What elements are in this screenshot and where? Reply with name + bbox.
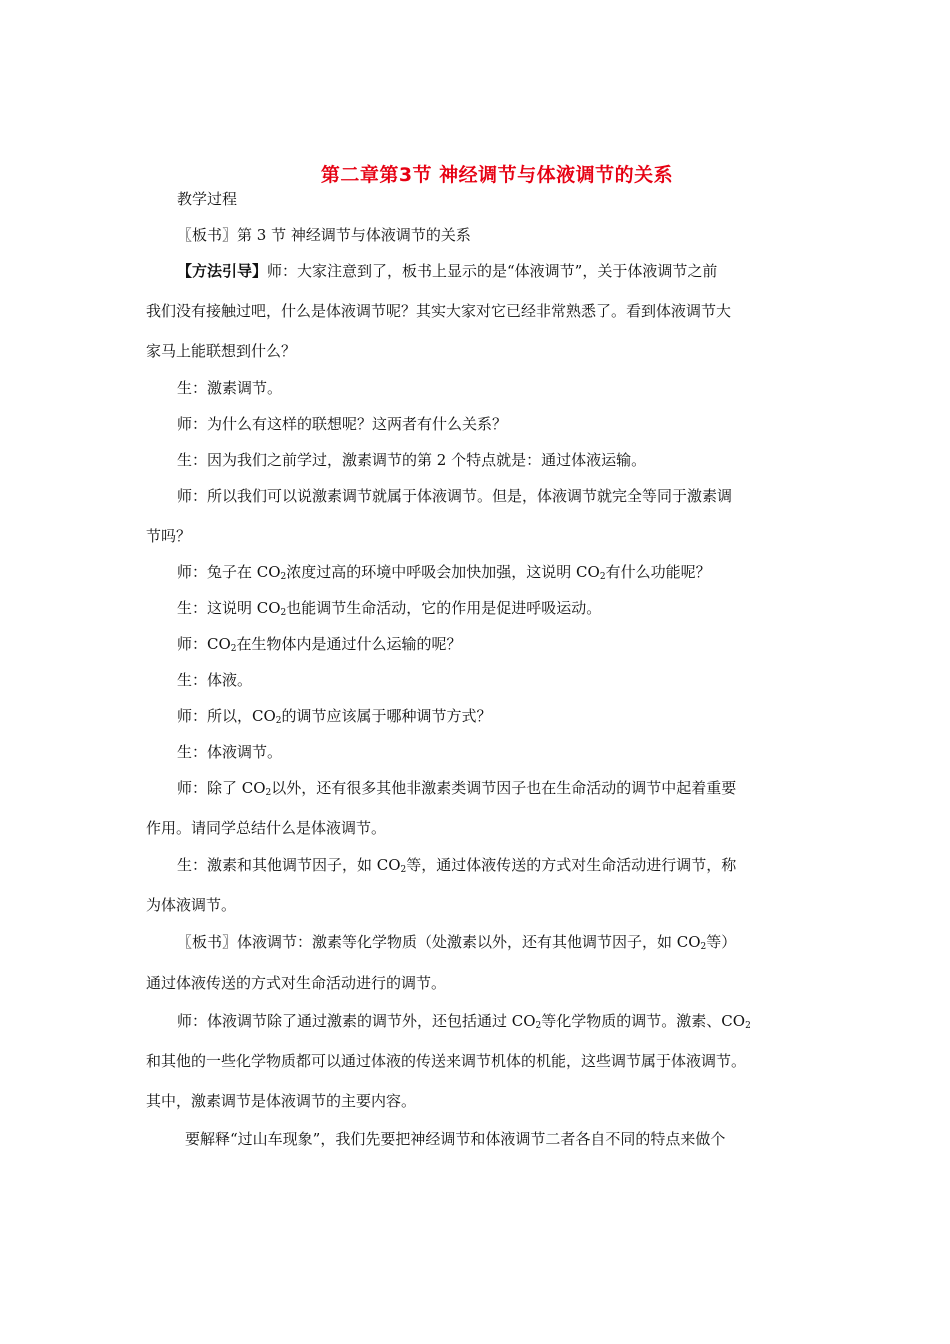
paragraph-line: 师：$CO_2$在生物体内是通过什么运输的呢？: [177, 635, 462, 654]
paragraph-line: 师：为什么有这样的联想呢？这两者有什么关系？: [177, 415, 508, 433]
paragraph-line: 〖板书〗第 3 节 神经调节与体液调节的关系: [177, 226, 471, 244]
paragraph-line: 作用。请同学总结什么是体液调节。: [146, 819, 387, 837]
section-label: 教学过程: [177, 190, 238, 208]
paragraph-line: 为体液调节。: [146, 896, 237, 914]
paragraph-line: 节吗？: [146, 527, 192, 545]
paragraph-line: 生：激素调节。: [177, 379, 283, 397]
paragraph-line: 生：体液。: [177, 671, 253, 689]
paragraph-line: 通过体液传送的方式对生命活动进行的调节。: [146, 974, 447, 992]
paragraph-line: 我们没有接触过吧，什么是体液调节呢？其实大家对它已经非常熟悉了。看到体液调节大: [146, 302, 732, 320]
paragraph-line: 师：所以，$CO_2$的调节应该属于哪种调节方式？: [177, 707, 492, 726]
paragraph-line: 生：激素和其他调节因子，如 $CO_2$等，通过体液传送的方式对生命活动进行调节，称: [177, 856, 737, 875]
paragraph-line: 师：体液调节除了通过激素的调节外，还包括通过 $CO_2$等化学物质的调节。激素、$CO_2$: [177, 1012, 751, 1031]
paragraph-line: 师：所以我们可以说激素调节就属于体液调节。但是，体液调节就完全等同于激素调: [177, 487, 733, 505]
paragraph-line: 〖板书〗体液调节：激素等化学物质（处激素以外，还有其他调节因子，如 $CO_2$等）: [177, 933, 737, 952]
paragraph-line: 【方法引导】师：大家注意到了，板书上显示的是“体液调节”，关于体液调节之前: [177, 262, 718, 280]
paragraph-line: 师：除了 $CO_2$以外，还有很多其他非激素类调节因子也在生命活动的调节中起着重要: [177, 779, 737, 798]
paragraph-line: 生：这说明 $CO_2$也能调节生命活动，它的作用是促进呼吸运动。: [177, 599, 602, 618]
paragraph-line: 师：兔子在 $CO_2$浓度过高的环境中呼吸会加快加强，这说明 $CO_2$有什么功能呢？: [177, 563, 711, 582]
paragraph-line: 家马上能联想到什么？: [146, 342, 297, 360]
page-title: 第二章第3节 神经调节与体液调节的关系: [320, 164, 674, 186]
method-guide-label: 【方法引导】: [177, 262, 268, 280]
paragraph-line: 生：体液调节。: [177, 743, 283, 761]
paragraph-line: 其中，激素调节是体液调节的主要内容。: [146, 1092, 417, 1110]
paragraph-line: 生：因为我们之前学过，激素调节的第 2 个特点就是：通过体液运输。: [177, 451, 647, 469]
paragraph-line: 和其他的一些化学物质都可以通过体液的传送来调节机体的机能，这些调节属于体液调节。: [146, 1052, 747, 1070]
paragraph-line: 要解释“过山车现象”，我们先要把神经调节和体液调节二者各自不同的特点来做个: [185, 1130, 726, 1148]
